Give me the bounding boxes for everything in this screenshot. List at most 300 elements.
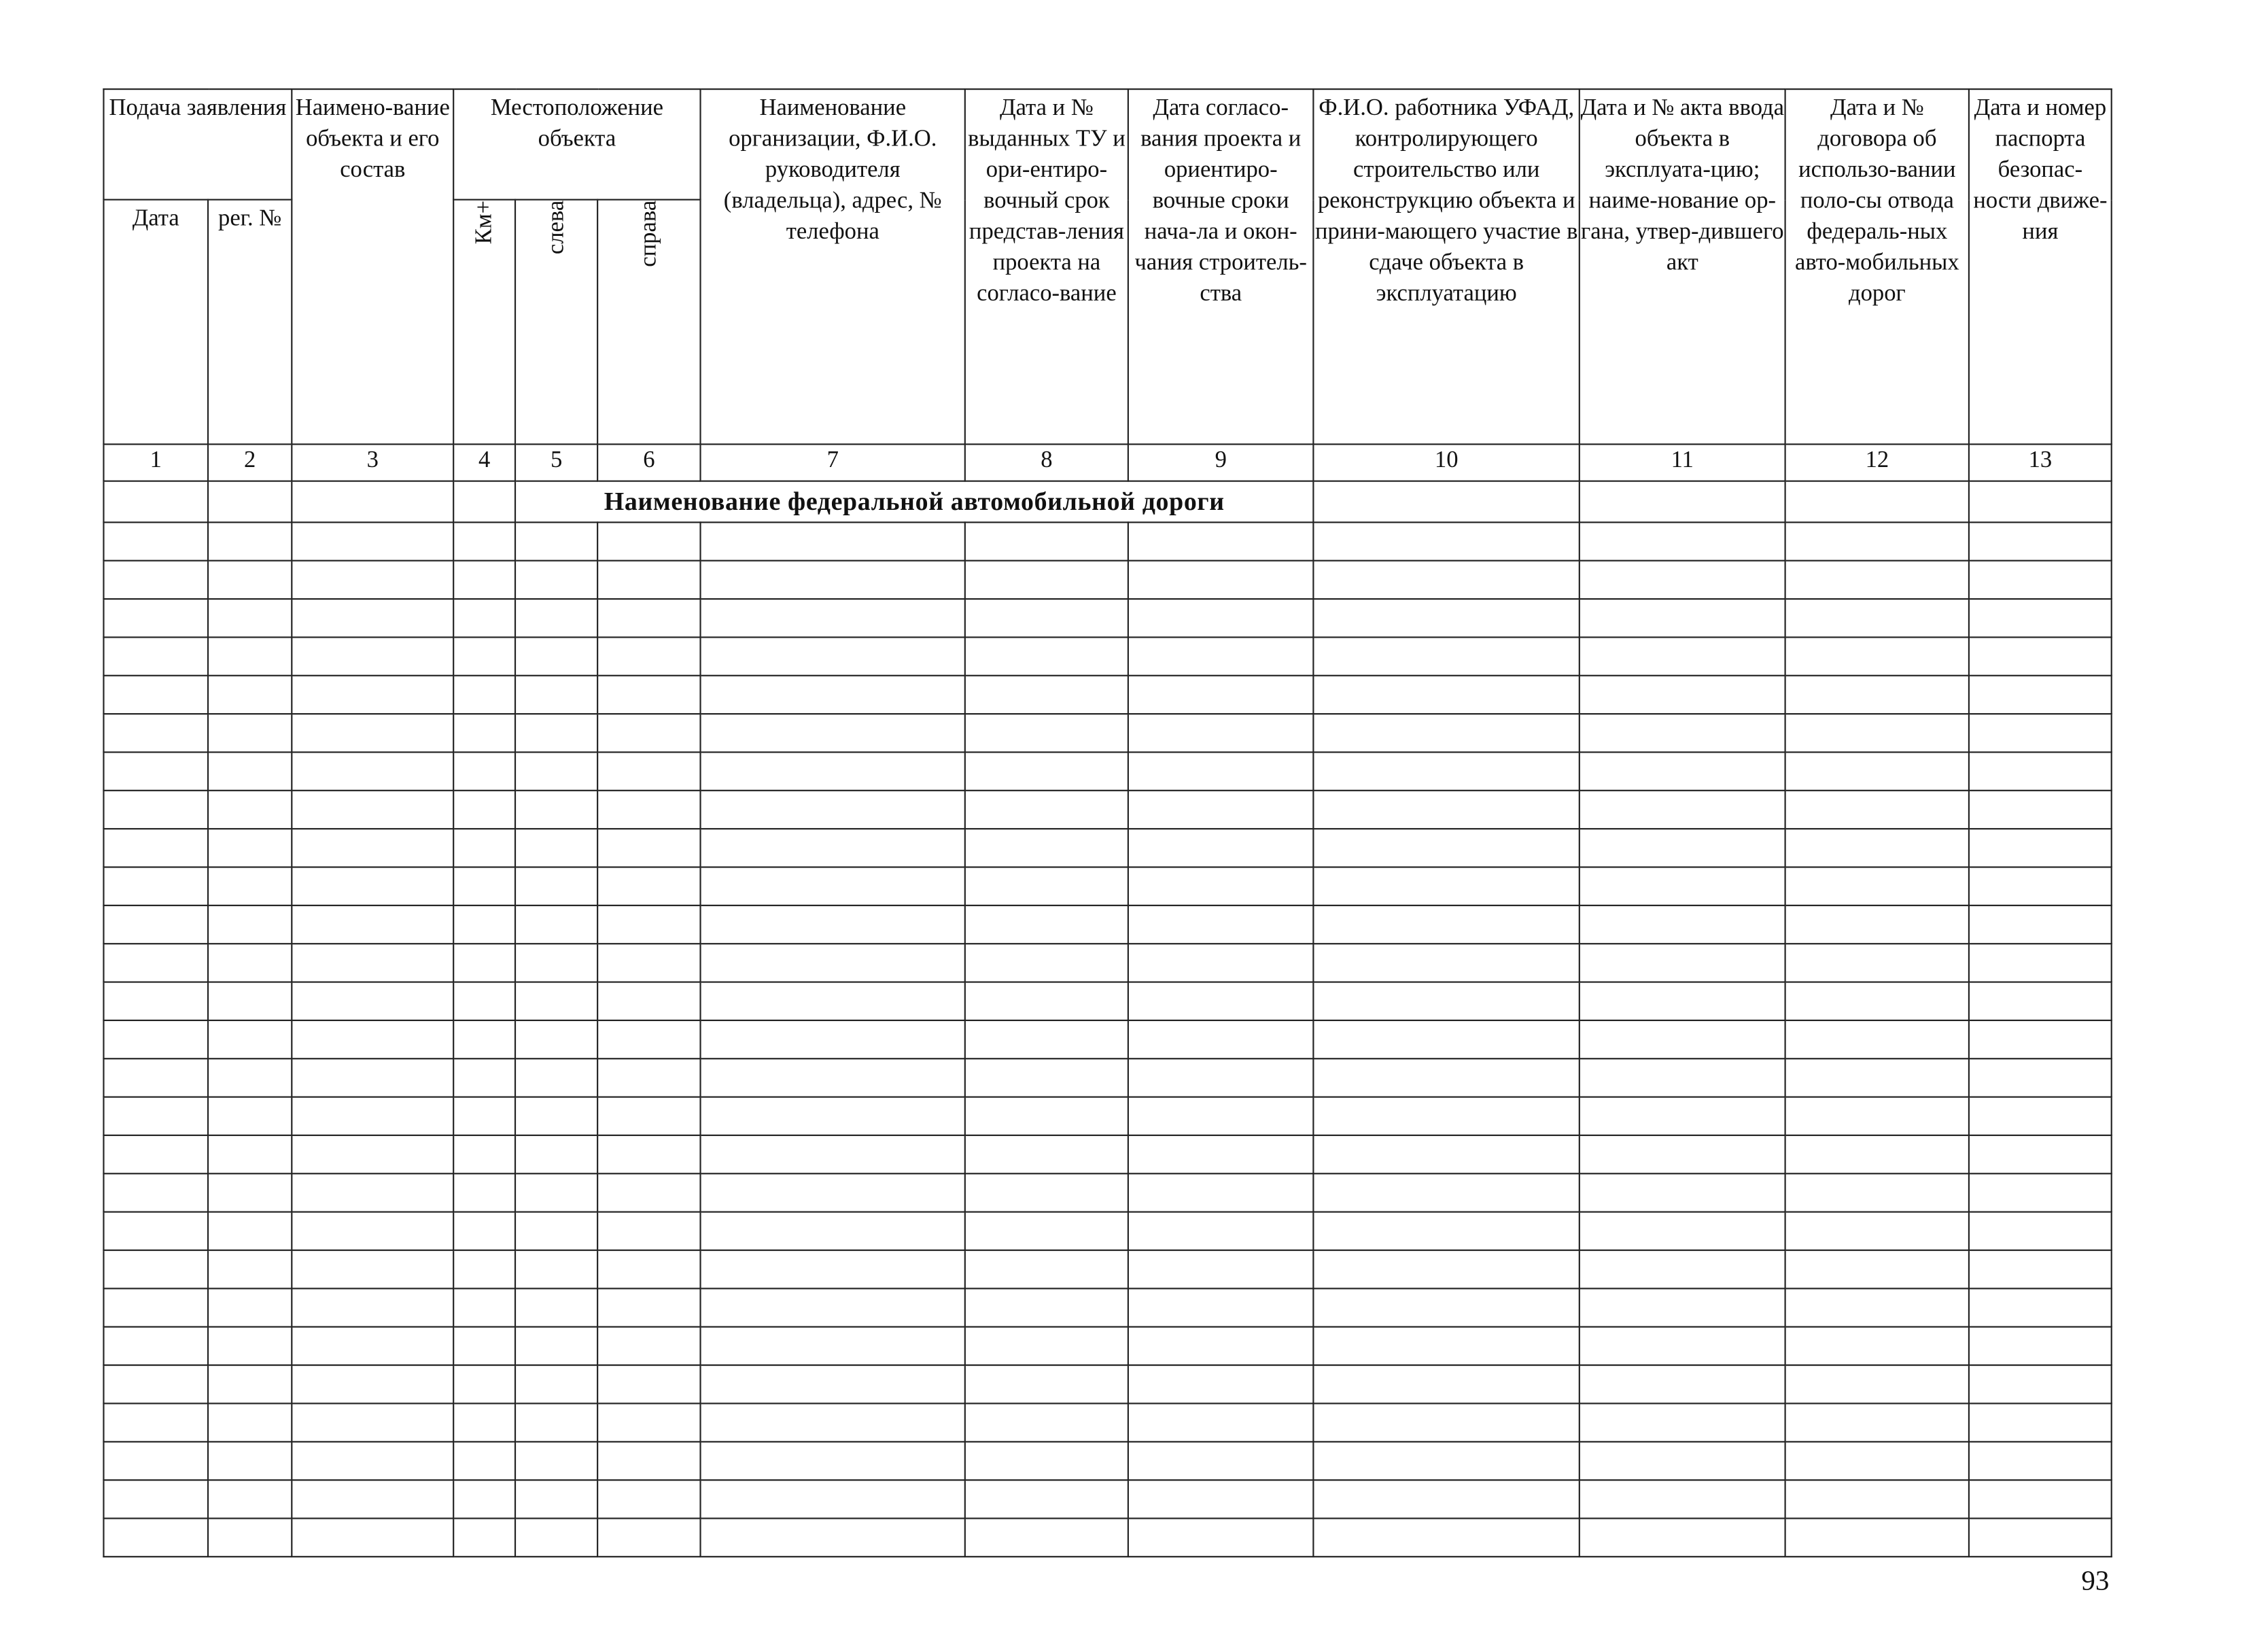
column-number: 11 (1580, 444, 1785, 481)
table-row (103, 599, 2111, 637)
table-cell (1580, 561, 1785, 599)
table-cell (515, 906, 597, 944)
table-cell (701, 1403, 965, 1441)
table-cell (292, 791, 453, 829)
table-cell (1313, 1327, 1579, 1365)
table-cell (453, 752, 515, 790)
table-cell (103, 561, 208, 599)
table-cell (1969, 1288, 2112, 1326)
table-cell (1580, 1135, 1785, 1173)
table-cell (453, 982, 515, 1020)
table-cell (208, 829, 292, 867)
table-cell (103, 1519, 208, 1557)
table-cell (1580, 791, 1785, 829)
table-cell (103, 1288, 208, 1326)
table-cell (1313, 791, 1579, 829)
column-number: 2 (208, 444, 292, 481)
table-cell (515, 637, 597, 675)
table-cell (1969, 1327, 2112, 1365)
table-cell (1313, 1250, 1579, 1288)
column-number: 3 (292, 444, 453, 481)
table-cell (292, 714, 453, 752)
table-cell (1128, 1135, 1314, 1173)
table-cell (1785, 867, 1969, 906)
table-cell (515, 1020, 597, 1058)
table-cell (597, 676, 700, 714)
table-cell (292, 1173, 453, 1211)
table-cell (1969, 1250, 2112, 1288)
table-cell (701, 1097, 965, 1135)
table-cell (1128, 676, 1314, 714)
header-tu: Дата и № выданных ТУ и ори-ентиро-вочный срок представ-ления проекта на согласо-вание (965, 89, 1128, 444)
table-row (103, 1097, 2111, 1135)
table-cell (965, 1173, 1128, 1211)
column-number: 12 (1785, 444, 1969, 481)
table-cell (1969, 1519, 2112, 1557)
table-cell (965, 599, 1128, 637)
table-cell (1128, 1212, 1314, 1250)
table-cell (515, 522, 597, 560)
table-cell (208, 1212, 292, 1250)
table-cell (597, 1173, 700, 1211)
table-cell (1128, 1250, 1314, 1288)
table-cell (515, 752, 597, 790)
table-cell (103, 1403, 208, 1441)
table-cell (597, 1519, 700, 1557)
table-cell (292, 1442, 453, 1480)
table-cell (208, 637, 292, 675)
table-cell (103, 1442, 208, 1480)
table-cell (1128, 1403, 1314, 1441)
table-cell (701, 1480, 965, 1518)
table-row (103, 714, 2111, 752)
table-cell (1969, 1020, 2112, 1058)
table-cell (701, 599, 965, 637)
header-reg-no: рег. № (208, 200, 292, 445)
table-row (103, 1135, 2111, 1173)
table-cell (292, 906, 453, 944)
table-cell (453, 481, 515, 523)
header-location: Местоположение объекта (453, 89, 700, 200)
table-cell (208, 1519, 292, 1557)
table-cell (208, 481, 292, 523)
table-row (103, 522, 2111, 560)
header-contract: Дата и № договора об использо-вании поло-сы отвода федераль-ных авто-мобильных дорог (1785, 89, 1969, 444)
table-cell (1969, 637, 2112, 675)
table-cell (965, 1403, 1128, 1441)
header-application: Подача заявления (103, 89, 292, 200)
table-cell (1128, 1442, 1314, 1480)
table-cell (701, 1327, 965, 1365)
table-cell (965, 1480, 1128, 1518)
table-cell (208, 867, 292, 906)
table-cell (103, 676, 208, 714)
table-row (103, 791, 2111, 829)
table-cell (1313, 1135, 1579, 1173)
table-cell (597, 522, 700, 560)
table-cell (103, 1097, 208, 1135)
table-cell (1785, 1097, 1969, 1135)
table-row (103, 1058, 2111, 1097)
table-cell (1969, 829, 2112, 867)
table-cell (208, 1020, 292, 1058)
table-cell (701, 676, 965, 714)
table-cell (208, 1480, 292, 1518)
header-inspector: Ф.И.О. работника УФАД, контролирующего строительство или реконструкцию объекта и прини-мающего участие в сдаче объекта в эксплуатацию (1313, 89, 1579, 444)
table-cell (208, 676, 292, 714)
table-cell (1785, 481, 1969, 523)
register-table (103, 88, 2112, 1557)
table-cell (1313, 1365, 1579, 1403)
table-cell (1969, 481, 2112, 523)
table-cell (1313, 676, 1579, 714)
table-cell (453, 1212, 515, 1250)
table-cell (1969, 1212, 2112, 1250)
table-cell (597, 1020, 700, 1058)
table-cell (965, 1288, 1128, 1326)
table-row (103, 637, 2111, 675)
table-row (103, 1250, 2111, 1288)
table-cell (1785, 1058, 1969, 1097)
table-cell (1313, 829, 1579, 867)
table-cell (1785, 599, 1969, 637)
table-cell (701, 1442, 965, 1480)
table-cell (453, 522, 515, 560)
table-row (103, 944, 2111, 982)
table-cell (1580, 944, 1785, 982)
table-cell (208, 752, 292, 790)
table-cell (1785, 1442, 1969, 1480)
table-cell (1580, 1519, 1785, 1557)
table-cell (1969, 1135, 2112, 1173)
table-cell (597, 1288, 700, 1326)
table-cell (103, 791, 208, 829)
table-cell (515, 1173, 597, 1211)
table-cell (208, 906, 292, 944)
table-cell (1128, 561, 1314, 599)
table-cell (515, 1250, 597, 1288)
table-cell (103, 906, 208, 944)
table-cell (701, 791, 965, 829)
table-cell (1313, 522, 1579, 560)
table-cell (965, 1135, 1128, 1173)
table-cell (701, 829, 965, 867)
table-cell (515, 1403, 597, 1441)
table-cell (1580, 867, 1785, 906)
table-cell (292, 982, 453, 1020)
table-cell (1313, 637, 1579, 675)
table-cell (208, 1097, 292, 1135)
table-cell (453, 1442, 515, 1480)
table-cell (1785, 522, 1969, 560)
table-cell (1313, 1480, 1579, 1518)
table-cell (515, 1058, 597, 1097)
column-number: 10 (1313, 444, 1579, 481)
table-cell (515, 1212, 597, 1250)
table-cell (453, 944, 515, 982)
table-cell (1128, 1020, 1314, 1058)
table-cell (292, 1480, 453, 1518)
table-cell (965, 1250, 1128, 1288)
table-cell (292, 1020, 453, 1058)
table-cell (597, 1442, 700, 1480)
table-cell (292, 752, 453, 790)
road-title-row (103, 481, 2111, 523)
table-cell (597, 1212, 700, 1250)
table-cell (453, 1519, 515, 1557)
table-cell (1128, 599, 1314, 637)
table-row (103, 676, 2111, 714)
table-cell (1580, 1058, 1785, 1097)
table-cell (1580, 676, 1785, 714)
table-cell (292, 1058, 453, 1097)
table-cell (515, 1288, 597, 1326)
empty-rows (103, 522, 2111, 1557)
table-cell (515, 829, 597, 867)
table-cell (965, 906, 1128, 944)
table-cell (208, 561, 292, 599)
table-cell (208, 1288, 292, 1326)
table-cell (1313, 752, 1579, 790)
table-cell (701, 1212, 965, 1250)
table-cell (1313, 714, 1579, 752)
table-cell (701, 561, 965, 599)
table-cell (1580, 1442, 1785, 1480)
table-cell (597, 982, 700, 1020)
table-cell (453, 791, 515, 829)
table-row (103, 982, 2111, 1020)
table-cell (208, 1250, 292, 1288)
table-cell (965, 1097, 1128, 1135)
table-cell (1969, 944, 2112, 982)
table-cell (1580, 1212, 1785, 1250)
table-row (103, 752, 2111, 790)
table-cell (701, 522, 965, 560)
table-cell (515, 1135, 597, 1173)
table-cell (965, 829, 1128, 867)
table-cell (1313, 982, 1579, 1020)
table-cell (701, 867, 965, 906)
table-cell (1785, 1135, 1969, 1173)
table-cell (701, 637, 965, 675)
table-cell (103, 1327, 208, 1365)
table-cell (453, 867, 515, 906)
table-cell (453, 1403, 515, 1441)
table-cell (292, 867, 453, 906)
table-cell (1580, 1097, 1785, 1135)
table-cell (292, 481, 453, 523)
table-cell (1580, 982, 1785, 1020)
table-cell (208, 599, 292, 637)
table-cell (103, 1058, 208, 1097)
table-cell (453, 1250, 515, 1288)
table-cell (1313, 906, 1579, 944)
table-cell (103, 944, 208, 982)
table-cell (1785, 676, 1969, 714)
table-cell (701, 752, 965, 790)
table-row (103, 906, 2111, 944)
table-cell (597, 944, 700, 982)
table-cell (103, 1020, 208, 1058)
table-cell (453, 714, 515, 752)
table-cell (292, 676, 453, 714)
table-cell (1785, 829, 1969, 867)
table-cell (515, 1365, 597, 1403)
table-cell (515, 867, 597, 906)
table-cell (103, 481, 208, 523)
table-cell (1969, 1173, 2112, 1211)
table-cell (965, 1020, 1128, 1058)
table-cell (1969, 1442, 2112, 1480)
table-cell (103, 752, 208, 790)
table-cell (597, 714, 700, 752)
table-cell (965, 1442, 1128, 1480)
column-number: 8 (965, 444, 1128, 481)
table-cell (1580, 599, 1785, 637)
table-cell (965, 676, 1128, 714)
table-cell (1969, 714, 2112, 752)
table-cell (103, 637, 208, 675)
table-cell (515, 1097, 597, 1135)
table-cell (292, 599, 453, 637)
column-number: 1 (103, 444, 208, 481)
table-cell (701, 1365, 965, 1403)
header-organization: Наименование организации, Ф.И.О. руководителя (владельца), адрес, № телефона (701, 89, 965, 444)
table-cell (1128, 791, 1314, 829)
table-cell (1580, 906, 1785, 944)
table-cell (1785, 906, 1969, 944)
table-cell (1580, 1480, 1785, 1518)
header-left: слева (515, 200, 597, 445)
table-cell (1313, 1173, 1579, 1211)
table-cell (292, 1288, 453, 1326)
column-number: 5 (515, 444, 597, 481)
table-cell (1785, 1288, 1969, 1326)
table-cell (1785, 1480, 1969, 1518)
table-cell (1580, 1288, 1785, 1326)
column-number: 9 (1128, 444, 1314, 481)
table-cell (1969, 676, 2112, 714)
table-cell (1969, 1097, 2112, 1135)
header-date: Дата (103, 200, 208, 445)
table-cell (701, 944, 965, 982)
table-cell (1580, 714, 1785, 752)
table-cell (1128, 1097, 1314, 1135)
table-cell (1128, 867, 1314, 906)
table-cell (1580, 1020, 1785, 1058)
table-cell (103, 1480, 208, 1518)
table-cell (1128, 906, 1314, 944)
table-cell (1969, 1365, 2112, 1403)
table-cell (1313, 1058, 1579, 1097)
table-cell (208, 1135, 292, 1173)
table-cell (1969, 561, 2112, 599)
header-object-name: Наимено-вание объекта и его состав (292, 89, 453, 444)
table-cell (1969, 982, 2112, 1020)
table-cell (965, 714, 1128, 752)
table-cell (1313, 1288, 1579, 1326)
table-cell (1969, 906, 2112, 944)
table-cell (515, 714, 597, 752)
table-cell (292, 1365, 453, 1403)
table-cell (701, 982, 965, 1020)
table-cell (597, 791, 700, 829)
table-cell (453, 1020, 515, 1058)
table-cell (453, 561, 515, 599)
table-cell (515, 1327, 597, 1365)
table-cell (1580, 1250, 1785, 1288)
table-cell (292, 829, 453, 867)
table-cell (965, 791, 1128, 829)
header-km: Км+ (453, 200, 515, 445)
table-cell (515, 676, 597, 714)
table-cell (701, 1020, 965, 1058)
table-cell (1580, 522, 1785, 560)
table-cell (701, 906, 965, 944)
table-cell (515, 791, 597, 829)
table-cell (1969, 791, 2112, 829)
table-cell (1785, 752, 1969, 790)
table-cell (1785, 791, 1969, 829)
table-cell (1785, 982, 1969, 1020)
table-cell (515, 982, 597, 1020)
table-cell (1785, 944, 1969, 982)
table-cell (1969, 1480, 2112, 1518)
table-cell (292, 1327, 453, 1365)
table-cell (453, 1288, 515, 1326)
table-cell (208, 714, 292, 752)
header-passport: Дата и номер паспорта безопас-ности движе-ния (1969, 89, 2112, 444)
table-cell (965, 982, 1128, 1020)
table-cell (965, 1519, 1128, 1557)
table-cell (597, 1097, 700, 1135)
table-cell (208, 1327, 292, 1365)
table-cell (1313, 1212, 1579, 1250)
table-cell (597, 561, 700, 599)
table-cell (1313, 867, 1579, 906)
table-row (103, 561, 2111, 599)
column-number: 4 (453, 444, 515, 481)
header-approval: Дата согласо-вания проекта и ориентиро-вочные сроки нача-ла и окон-чания строитель-ства (1128, 89, 1314, 444)
table-cell (1969, 522, 2112, 560)
table-cell (103, 1173, 208, 1211)
table-cell (597, 867, 700, 906)
table-cell (1785, 1250, 1969, 1288)
table-cell (701, 1250, 965, 1288)
table-cell (1580, 829, 1785, 867)
table-cell (292, 522, 453, 560)
table-cell (1313, 599, 1579, 637)
table-cell (965, 561, 1128, 599)
table-cell (103, 1212, 208, 1250)
table-cell (103, 982, 208, 1020)
table-row (103, 1212, 2111, 1250)
table-cell (965, 637, 1128, 675)
table-cell (597, 1250, 700, 1288)
table-row (103, 1365, 2111, 1403)
table-cell (515, 1442, 597, 1480)
page-number: 93 (2081, 1566, 2110, 1598)
header-right: справа (597, 200, 700, 445)
table-cell (1580, 1403, 1785, 1441)
table-cell (103, 1135, 208, 1173)
table-row (103, 867, 2111, 906)
table-cell (1128, 829, 1314, 867)
table-cell (208, 1058, 292, 1097)
table-cell (515, 561, 597, 599)
table-cell (453, 1365, 515, 1403)
table-cell (1580, 1173, 1785, 1211)
